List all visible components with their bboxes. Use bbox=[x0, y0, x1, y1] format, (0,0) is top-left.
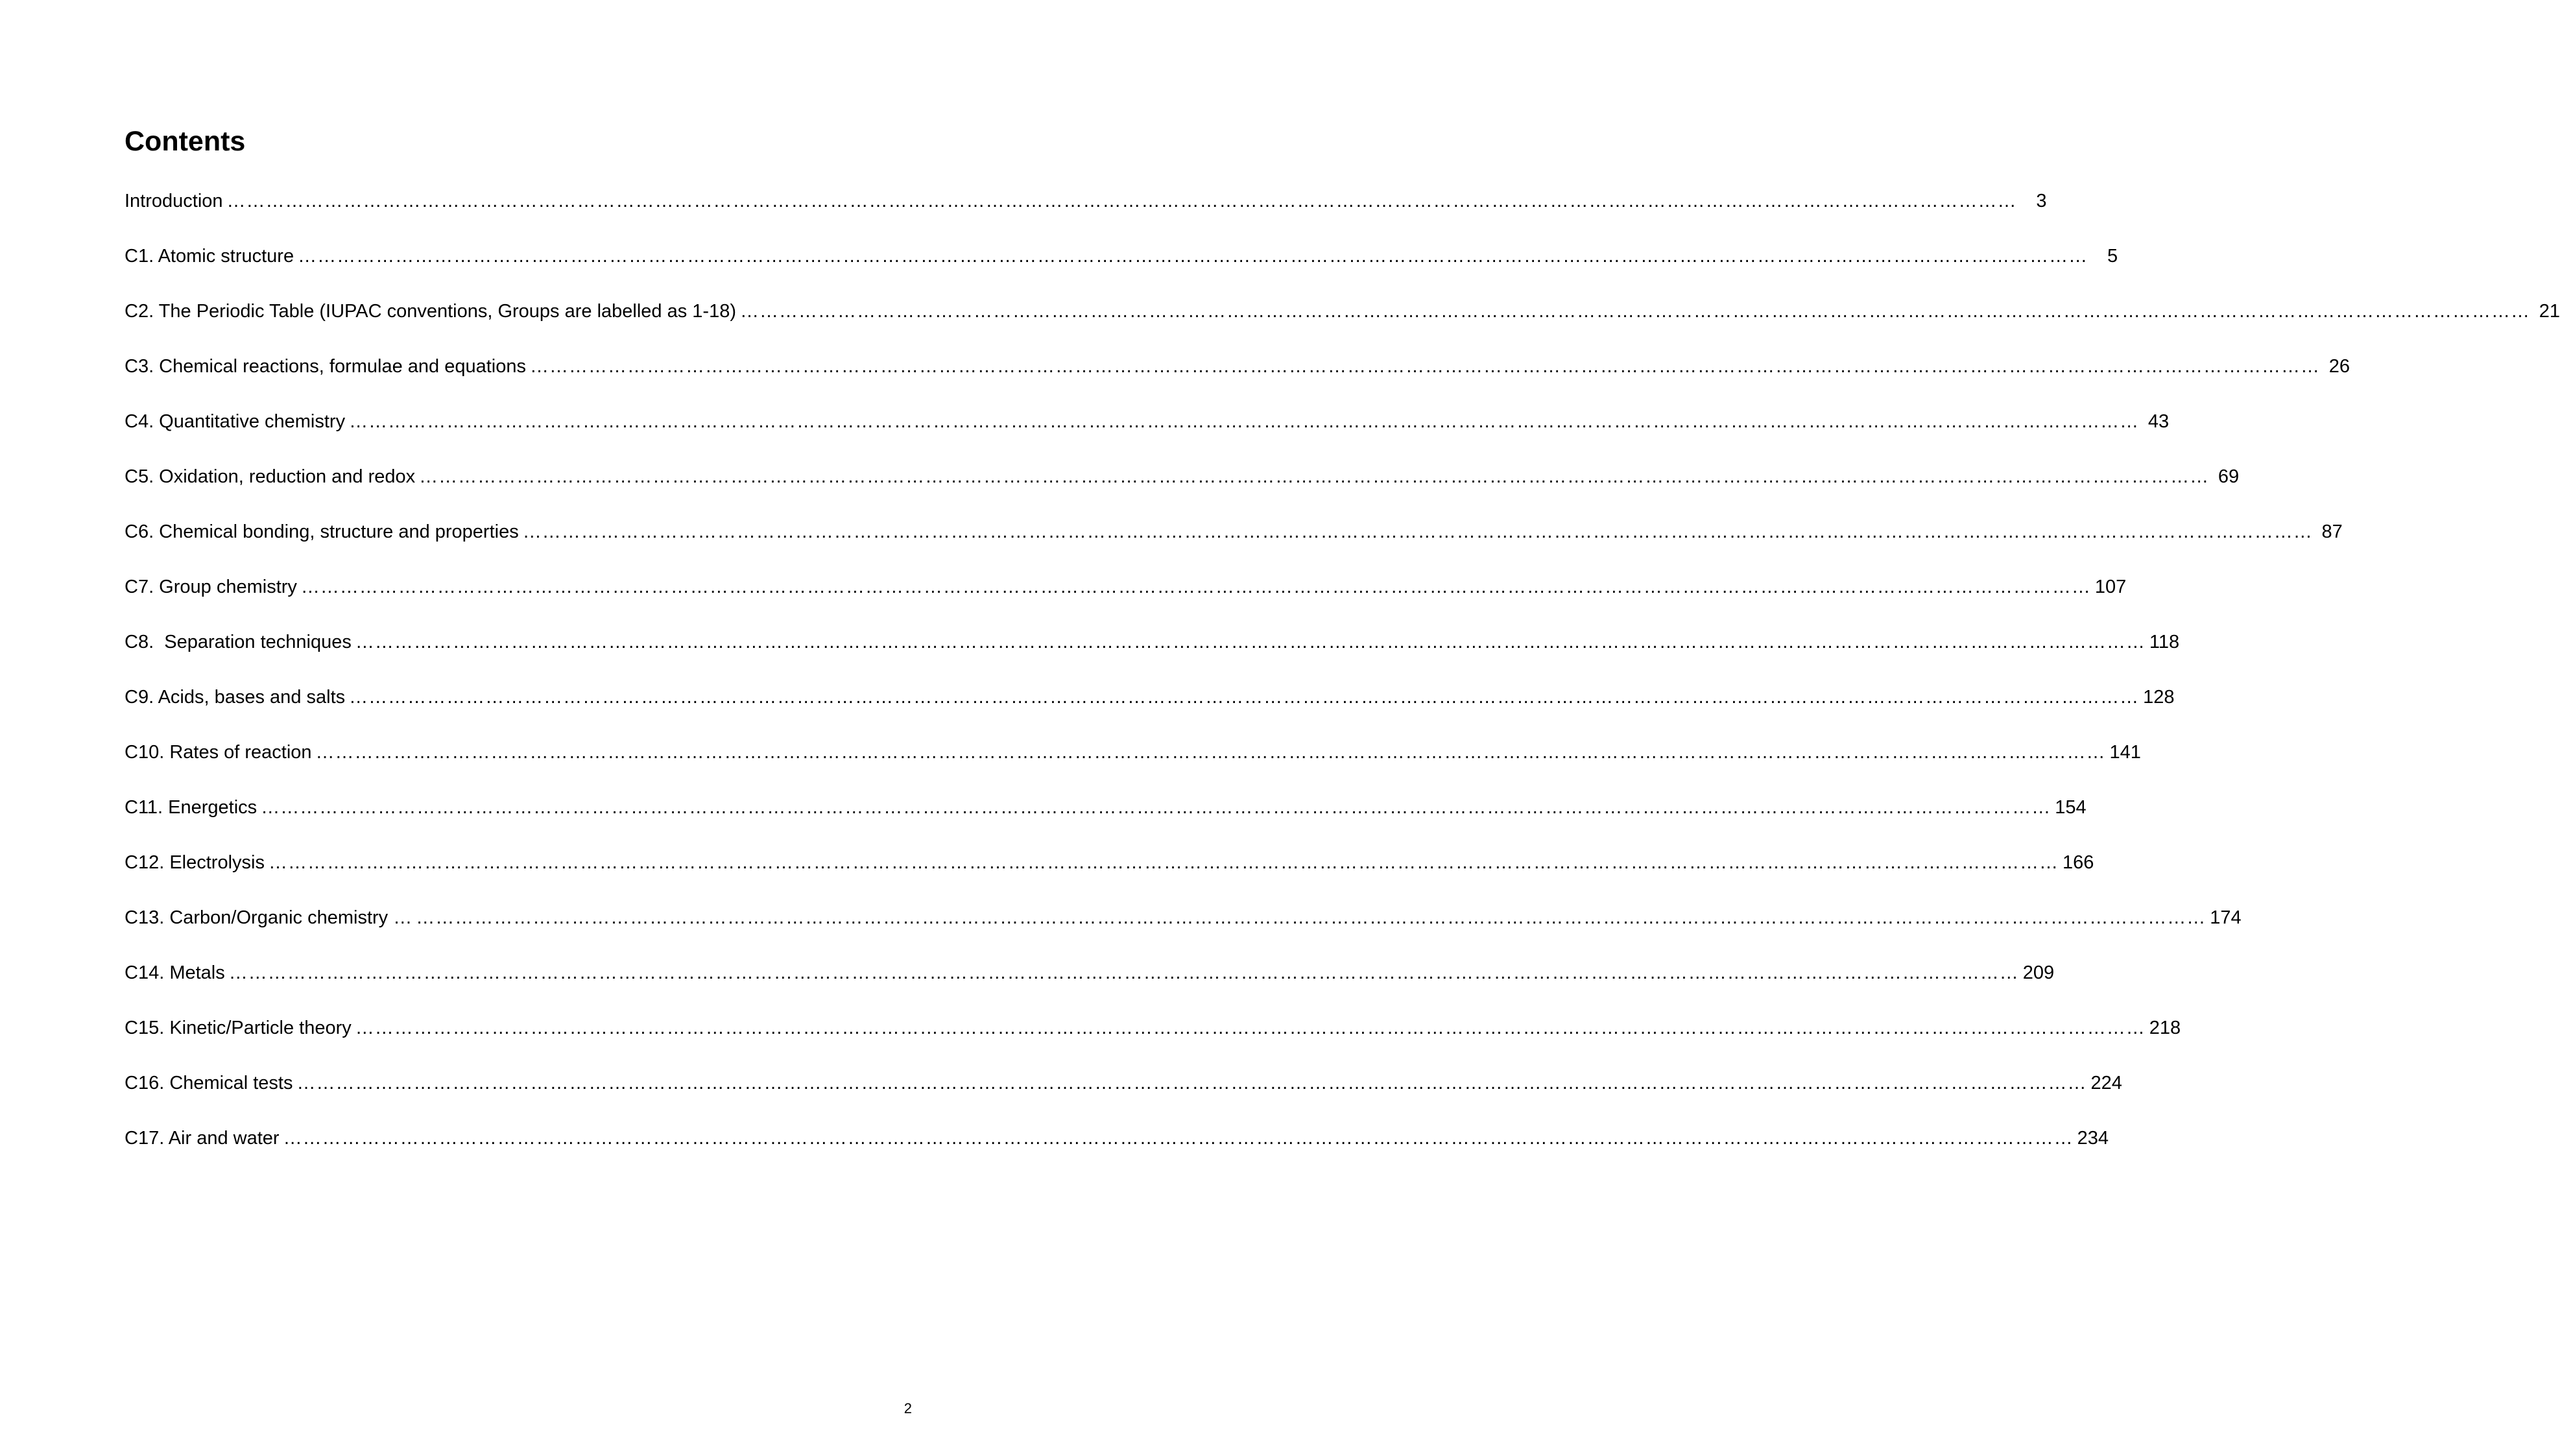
toc-entry-title: C4. Quantitative chemistry bbox=[125, 411, 346, 432]
toc-entry-c11 bbox=[125, 793, 2087, 848]
toc-entry-page: 174 bbox=[2210, 907, 2242, 928]
toc-entry-title: C12. Electrolysis bbox=[125, 852, 265, 873]
toc-dot-leader: …………………………………………………………………………………………………………………………………………………………………………………………………………………………………………………… bbox=[355, 1018, 2146, 1038]
toc-entry-title: C10. Rates of reaction bbox=[125, 742, 312, 763]
toc-entry-page: 87 bbox=[2321, 521, 2343, 542]
toc-entry-page: 26 bbox=[2328, 356, 2350, 377]
toc-entry-page: 154 bbox=[2055, 797, 2087, 818]
toc-entry-c6 bbox=[125, 518, 2343, 573]
toc-entry-c14 bbox=[125, 959, 2055, 1014]
toc-dot-leader: …………………………………………………………………………………………………………………………………………………………………………………………………………………………………………………… bbox=[296, 1073, 2087, 1093]
toc-entry-title: C11. Energetics bbox=[125, 797, 257, 818]
toc-entry-title: C6. Chemical bonding, structure and properties bbox=[125, 521, 519, 542]
page-title: Contents bbox=[125, 126, 246, 157]
toc-entry-page: 69 bbox=[2218, 466, 2240, 487]
toc-dot-leader: …………………………………………………………………………………………………………………………………………………………………………………………………………………………………………………… bbox=[530, 356, 2320, 377]
toc-entry-c10 bbox=[125, 738, 2141, 793]
toc-dot-leader: …………………………………………………………………………………………………………………………………………………………………………………………………………………………………………………… bbox=[349, 411, 2140, 432]
toc-entry-page: 3 bbox=[2036, 191, 2047, 211]
toc-entry-title: C15. Kinetic/Particle theory bbox=[125, 1018, 352, 1038]
toc-entry-c13 bbox=[125, 903, 2242, 959]
toc-entry-title: Introduction bbox=[125, 191, 223, 211]
toc-entry-page: 5 bbox=[2107, 246, 2118, 267]
toc-entry-page: 21 bbox=[2539, 301, 2560, 322]
toc-entry-title: C13. Carbon/Organic chemistry … bbox=[125, 907, 413, 928]
toc-dot-leader: …………………………………………………………………………………………………………………………………………………………………………………………………………………………………………………… bbox=[349, 687, 2140, 708]
toc-entry-page: 218 bbox=[2149, 1018, 2181, 1038]
toc-dot-leader: …………………………………………………………………………………………………………………………………………………………………………………………………………………………………………………… bbox=[298, 246, 2088, 267]
toc-entry-c17 bbox=[125, 1124, 2109, 1179]
toc-entry-page: 107 bbox=[2094, 577, 2127, 597]
toc-entry-c16 bbox=[125, 1069, 2122, 1124]
toc-dot-leader: …………………………………………………………………………………………………………………………………………………………………………………………………………………………………………………… bbox=[740, 301, 2530, 322]
table-of-contents bbox=[125, 187, 2560, 1179]
toc-dot-leader: …………………………………………………………………………………………………………………………………………………………………………………………………………………………………………………… bbox=[419, 466, 2210, 487]
toc-entry-title: C5. Oxidation, reduction and redox bbox=[125, 466, 416, 487]
toc-dot-leader: …………………………………………………………………………………………………………………………………………………………………………………………………………………………………………………… bbox=[355, 632, 2146, 652]
toc-entry-c5 bbox=[125, 462, 2240, 518]
toc-entry-page: 209 bbox=[2022, 962, 2055, 983]
toc-entry-page: 224 bbox=[2090, 1073, 2122, 1093]
toc-entry-title: C3. Chemical reactions, formulae and equations bbox=[125, 356, 526, 377]
toc-dot-leader: …………………………………………………………………………………………………………………………………………………………………………………………………………………………………………………… bbox=[226, 191, 2017, 211]
toc-entry-title: C14. Metals bbox=[125, 962, 225, 983]
toc-dot-leader: …………………………………………………………………………………………………………………………………………………………………………………………………………………………………………………… bbox=[416, 907, 2207, 928]
toc-entry-c4 bbox=[125, 407, 2170, 462]
toc-dot-leader: …………………………………………………………………………………………………………………………………………………………………………………………………………………………………………………… bbox=[268, 852, 2059, 873]
toc-entry-page: 234 bbox=[2077, 1128, 2109, 1149]
toc-entry-page: 43 bbox=[2147, 411, 2170, 432]
toc-entry-title: C17. Air and water bbox=[125, 1128, 280, 1149]
toc-entry-page: 118 bbox=[2149, 632, 2180, 652]
toc-entry-title: C1. Atomic structure bbox=[125, 246, 294, 267]
toc-entry-page: 128 bbox=[2143, 687, 2175, 708]
toc-entry-c7 bbox=[125, 573, 2127, 628]
toc-entry-c15 bbox=[125, 1014, 2181, 1069]
toc-dot-leader: …………………………………………………………………………………………………………………………………………………………………………………………………………………………………………………… bbox=[315, 742, 2106, 763]
toc-entry-page: 166 bbox=[2062, 852, 2094, 873]
toc-entry-introduction bbox=[125, 187, 2047, 242]
footer-page-number: 2 bbox=[903, 1400, 912, 1416]
toc-entry-c9 bbox=[125, 683, 2175, 738]
toc-dot-leader: …………………………………………………………………………………………………………………………………………………………………………………………………………………………………………………… bbox=[283, 1128, 2074, 1149]
toc-entry-title: C7. Group chemistry bbox=[125, 577, 297, 597]
toc-dot-leader: …………………………………………………………………………………………………………………………………………………………………………………………………………………………………………………… bbox=[261, 797, 2052, 818]
toc-entry-title: C8. Separation techniques bbox=[125, 632, 352, 652]
toc-entry-c8 bbox=[125, 628, 2180, 683]
toc-dot-leader: …………………………………………………………………………………………………………………………………………………………………………………………………………………………………………………… bbox=[300, 577, 2091, 597]
toc-entry-title: C16. Chemical tests bbox=[125, 1073, 293, 1093]
toc-entry-c3 bbox=[125, 352, 2350, 407]
toc-entry-c1 bbox=[125, 242, 2118, 297]
toc-entry-c12 bbox=[125, 848, 2094, 903]
toc-entry-c2 bbox=[125, 297, 2560, 352]
toc-entry-title: C2. The Periodic Table (IUPAC conventions, Groups are labelled as 1-18) bbox=[125, 301, 736, 322]
toc-dot-leader: …………………………………………………………………………………………………………………………………………………………………………………………………………………………………………………… bbox=[522, 521, 2313, 542]
toc-dot-leader: …………………………………………………………………………………………………………………………………………………………………………………………………………………………………………………… bbox=[228, 962, 2019, 983]
toc-entry-title: C9. Acids, bases and salts bbox=[125, 687, 346, 708]
toc-entry-page: 141 bbox=[2109, 742, 2141, 763]
